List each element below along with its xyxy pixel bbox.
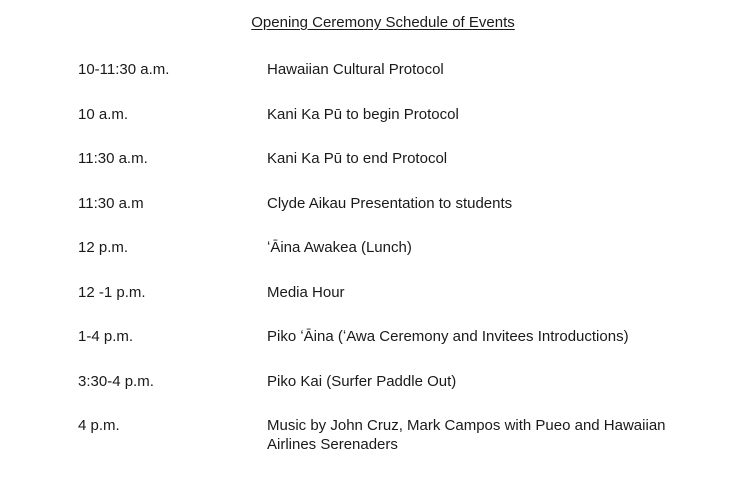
- schedule-time: 10 a.m.: [78, 105, 129, 123]
- schedule-event: Piko ʻĀina (ʻAwa Ceremony and Invitees Introductions): [267, 328, 629, 345]
- schedule-row: [78, 416, 728, 461]
- schedule-event: Media Hour: [267, 283, 345, 301]
- schedule-event: Hawaiian Cultural Protocol: [267, 61, 444, 78]
- schedule-event: ʻĀina Awakea (Lunch): [267, 239, 412, 256]
- page-title: Opening Ceremony Schedule of Events: [251, 14, 515, 31]
- schedule-list: [78, 60, 728, 461]
- schedule-row: [78, 283, 728, 328]
- schedule-row: [78, 372, 728, 417]
- schedule-event: Piko Kai (Surfer Paddle Out): [267, 372, 457, 390]
- schedule-time: 12 p.m.: [78, 239, 129, 256]
- schedule-event: Clyde Aikau Presentation to students: [267, 194, 513, 212]
- schedule-time: 11:30 a.m: [78, 194, 144, 212]
- schedule-event: Music by John Cruz, Mark Campos with Pueo and Hawaiian Airlines Serenaders: [267, 417, 666, 453]
- schedule-row: [78, 327, 728, 372]
- schedule-event: Kani Ka Pū to end Protocol: [267, 150, 448, 167]
- schedule-time: 4 p.m.: [78, 417, 120, 434]
- schedule-row: [78, 149, 728, 194]
- schedule-row: [78, 238, 728, 283]
- schedule-row: [78, 105, 728, 150]
- schedule-time: 10-11:30 a.m.: [78, 61, 170, 78]
- schedule-time: 12 -1 p.m.: [78, 283, 146, 301]
- schedule-row: [78, 60, 728, 105]
- schedule-time: 11:30 a.m.: [78, 150, 148, 167]
- schedule-event: Kani Ka Pū to begin Protocol: [267, 105, 459, 123]
- schedule-time: 1-4 p.m.: [78, 328, 134, 345]
- schedule-time: 3:30-4 p.m.: [78, 372, 154, 390]
- schedule-row: [78, 194, 728, 239]
